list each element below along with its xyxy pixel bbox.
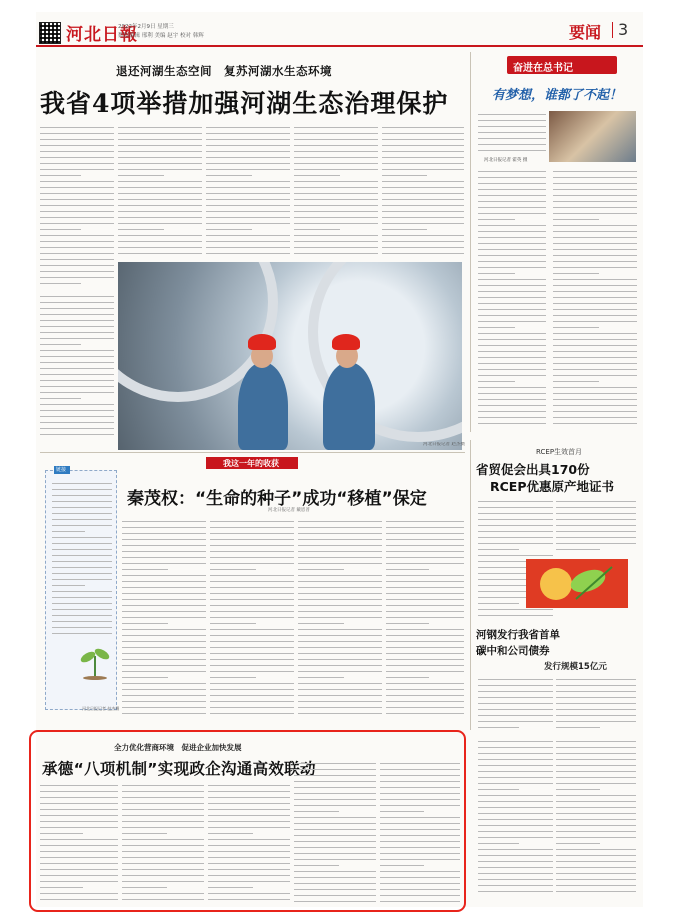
rcep-body-col-2 [556, 498, 636, 556]
text-line [118, 248, 202, 254]
highlight-title: 承德“八项机制”实现政企沟通高效联动 [42, 760, 316, 778]
photo-caption [40, 293, 114, 443]
text-line [556, 722, 600, 728]
text-line [478, 886, 553, 892]
feature-byline: 河北日报记者 戴恩普 [268, 508, 310, 513]
editor-line: 数据编辑 邢利 美编 赵宇 校对 韩辉 [118, 33, 204, 39]
section-rule [40, 452, 465, 453]
feature-body-col-1 [122, 518, 206, 718]
text-line [380, 896, 460, 902]
lead-body-col-1 [40, 124, 114, 286]
right-photo-caption: 河北日报记者 霍英 摄 [484, 158, 528, 163]
text-line [40, 894, 118, 900]
text-line [294, 248, 378, 254]
text-line [40, 278, 81, 284]
leaf-globe-icon [526, 559, 628, 608]
lead-body-col-5 [382, 124, 464, 256]
highlight-body-col-2 [122, 782, 204, 904]
text-line [478, 145, 546, 151]
text-line [556, 886, 636, 892]
feature-body-col-3 [298, 518, 382, 718]
text-line [208, 894, 290, 900]
text-line [40, 429, 114, 435]
bottom-right-col-1 [478, 738, 553, 898]
right-slogan: 有梦想，谁都了不起！ [492, 88, 623, 103]
bond-body-col-1 [478, 676, 553, 730]
highlight-body-col-1 [40, 782, 118, 904]
column-divider [470, 52, 471, 432]
sidebar-tag-text: 链接 [56, 467, 67, 473]
text-line [122, 708, 206, 714]
rcep-title-line1: 省贸促会出具170份 [476, 462, 590, 477]
worker-figure [238, 362, 288, 450]
page-number: 3 [618, 20, 629, 39]
lead-photo [118, 262, 462, 450]
helmet-icon [332, 334, 360, 350]
text-line [210, 708, 294, 714]
worker-figure [323, 362, 375, 450]
sidebar-credit: 河北日报记者 赵杰摄 [82, 706, 120, 711]
text-line [556, 544, 600, 550]
seed-plant-icon [77, 642, 113, 680]
right-photo [549, 111, 636, 162]
text-line [382, 248, 464, 254]
text-line [122, 894, 204, 900]
date-line: 2022年2月9日 星期三 [118, 24, 174, 30]
highlight-body-col-4 [294, 760, 376, 904]
header-separator [612, 22, 613, 38]
lead-headline: 我省4项举措加强河湖生态治理保护 [40, 89, 449, 118]
header-rule [36, 45, 643, 47]
text-line [478, 722, 519, 728]
rcep-title-line2: RCEP优惠原产地证书 [490, 479, 614, 494]
text-line [206, 248, 290, 254]
highlight-body-col-3 [208, 782, 290, 904]
bond-title-line2: 碳中和公司债券 [476, 645, 550, 657]
text-line [478, 610, 553, 616]
section-title: 要闻 [569, 23, 602, 42]
qr-code-icon [39, 22, 61, 44]
bond-illustration [526, 559, 628, 608]
lead-kicker: 退还河湖生态空间 复苏河湖水生态环境 [116, 64, 332, 78]
text-line [298, 708, 382, 714]
bottom-right-col-2 [556, 738, 636, 898]
lead-body-col-2 [118, 124, 202, 256]
lead-body-col-3 [206, 124, 290, 256]
sidebar-text [52, 480, 112, 638]
feature-banner-text: 我这一年的收获 [223, 459, 279, 468]
bond-subtitle: 发行规模15亿元 [544, 662, 607, 672]
right-body-col-1 [478, 168, 546, 430]
lead-photo-credit: 河北日报记者 赵杰摄 [423, 442, 465, 447]
text-line [52, 628, 112, 634]
feature-body-col-4 [386, 518, 464, 718]
bond-title-line1: 河钢发行我省首单 [476, 629, 560, 641]
bond-body-col-2 [556, 676, 636, 730]
right-body-col-2 [553, 168, 637, 430]
feature-title: 秦茂权：“生命的种子”成功“移植”保定 [127, 489, 427, 509]
rcep-kicker: RCEP生效首月 [536, 448, 583, 456]
text-line [386, 708, 464, 714]
feature-body-col-2 [210, 518, 294, 718]
right-intro-text [478, 111, 546, 155]
text-line [553, 418, 637, 424]
right-banner-text: 奋进在总书记 [513, 63, 573, 74]
highlight-kicker: 全力优化营商环境 促进企业加快发展 [114, 743, 242, 752]
text-line [478, 418, 546, 424]
column-divider [470, 440, 471, 730]
text-line [294, 896, 376, 902]
lead-body-col-4 [294, 124, 378, 256]
masthead: 河北日報 [66, 25, 138, 45]
helmet-icon [248, 334, 276, 350]
highlight-body-col-5 [380, 760, 460, 904]
